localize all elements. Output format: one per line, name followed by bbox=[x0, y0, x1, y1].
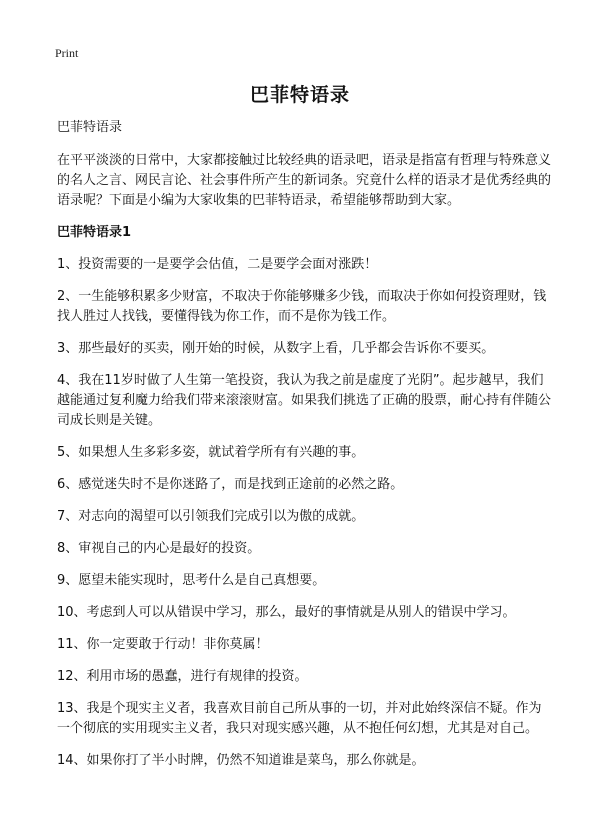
quote-item: 5、如果想人生多彩多姿，就试着学所有有兴趣的事。 bbox=[57, 445, 365, 460]
quote-item: 2、一生能够积累多少财富，不取决于你能够赚多少钱，而取决于你如何投资理财，钱找人胜过人找钱，要懂得钱为你工作，而不是你为钱工作。 bbox=[57, 289, 547, 324]
quote-item: 7、对志向的渴望可以引领我们完成引以为傲的成就。 bbox=[57, 509, 365, 524]
section-heading: 巴菲特语录1 bbox=[57, 225, 132, 240]
quote-item: 12、利用市场的愚蠢，进行有规律的投资。 bbox=[57, 669, 308, 684]
quote-item: 11、你一定要敢于行动！非你莫属！ bbox=[57, 637, 269, 652]
quote-item: 6、感觉迷失时不是你迷路了，而是找到正途前的必然之路。 bbox=[57, 477, 404, 492]
intro-paragraph: 在平平淡淡的日常中，大家都接触过比较经典的语录吧，语录是指富有哲理与特殊意义的名人之言、网民言论、社会事件所产生的新词条。究竟什么样的语录才是优秀经典的语录呢？下面是小编为大家收集的巴菲特语录，希望能够帮助到大家。 bbox=[57, 153, 552, 208]
quote-item: 8、审视自己的内心是最好的投资。 bbox=[57, 541, 261, 556]
article-subtitle: 巴菲特语录 bbox=[57, 120, 123, 135]
article-body bbox=[57, 118, 553, 783]
quote-item: 10、考虑到人可以从错误中学习，那么，最好的事情就是从别人的错误中学习。 bbox=[57, 605, 516, 620]
page-title: 巴菲特语录 bbox=[249, 84, 350, 106]
quote-item: 1、投资需要的一是要学会估值，二是要学会面对涨跌！ bbox=[57, 257, 378, 272]
quote-item: 13、我是个现实主义者，我喜欢目前自己所从事的一切，并对此始终深信不疑。作为一个彻底的实用现实主义者，我只对现实感兴趣，从不抱任何幻想，尤其是对自己。 bbox=[57, 701, 542, 736]
quote-list bbox=[57, 255, 553, 771]
quote-item: 14、如果你打了半小时牌，仍然不知道谁是菜鸟，那么你就是。 bbox=[57, 753, 425, 768]
print-link[interactable]: Print bbox=[55, 46, 79, 60]
quote-item: 9、愿望未能实现时，思考什么是自己真想要。 bbox=[57, 573, 326, 588]
quote-item: 3、那些最好的买卖，刚开始的时候，从数字上看，几乎都会告诉你不要买。 bbox=[57, 341, 495, 356]
quote-item: 4、我在11岁时做了人生第一笔投资，我认为我之前是虚度了光阴”。起步越早，我们越能通过复利魔力给我们带来滚滚财富。如果我们挑选了正确的股票，耐心持有伴随公司成长则是关键。 bbox=[57, 373, 552, 428]
